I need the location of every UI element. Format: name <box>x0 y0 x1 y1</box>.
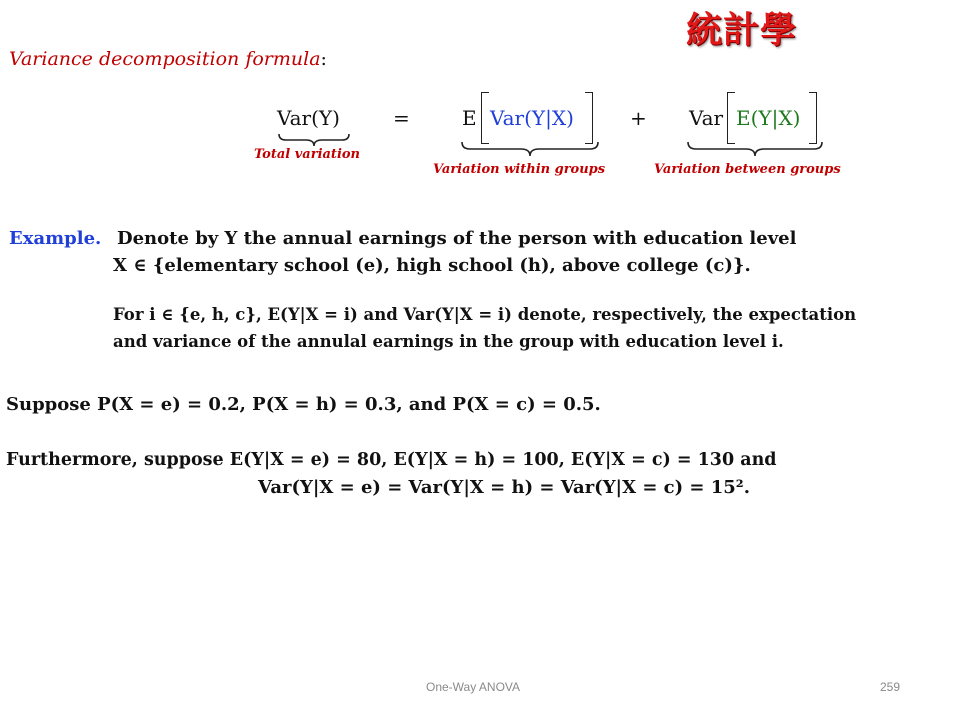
left-bracket-2 <box>727 92 735 144</box>
example-line-1: Denote by Y the annual earnings of the person with education level <box>117 228 797 249</box>
underbrace-within <box>461 141 599 157</box>
chinese-title: 統計學 <box>686 10 798 51</box>
formula-term1-operator: E <box>462 106 477 130</box>
label-within-groups: Variation within groups <box>433 162 606 177</box>
formula-lhs: Var(Y) <box>277 106 340 130</box>
example-label: Example. <box>9 228 102 249</box>
formula-heading <box>9 48 327 70</box>
example-line-3: For i ∈ {e, h, c}, E(Y|X = i) and Var(Y|X = i) denote, respectively, the expectation <box>113 305 857 324</box>
example-line-2: X ∈ {elementary school (e), high school (h), above college (c)}. <box>113 255 751 276</box>
formula-heading-text: Variance decomposition formula <box>9 48 321 70</box>
left-bracket-1 <box>481 92 489 144</box>
label-between-groups: Variation between groups <box>654 162 841 177</box>
underbrace-total <box>278 133 350 147</box>
furthermore-line-1: Furthermore, suppose E(Y|X = e) = 80, E(Y|X = h) = 100, E(Y|X = c) = 130 and <box>6 450 777 470</box>
footer-title: One-Way ANOVA <box>426 680 521 694</box>
furthermore-line-2: Var(Y|X = e) = Var(Y|X = h) = Var(Y|X = c) = 15². <box>258 477 750 498</box>
suppose-line: Suppose P(X = e) = 0.2, P(X = h) = 0.3, and P(X = c) = 0.5. <box>6 394 601 415</box>
example-line-4: and variance of the annulal earnings in the group with education level i. <box>113 332 784 351</box>
formula-equals: = <box>393 106 410 130</box>
formula-term2-inner: E(Y|X) <box>736 106 801 130</box>
formula-term1-inner: Var(Y|X) <box>490 106 574 130</box>
right-bracket-2 <box>809 92 817 144</box>
page-number: 259 <box>880 680 901 694</box>
right-bracket-1 <box>585 92 593 144</box>
label-total-variation: Total variation <box>254 147 360 162</box>
formula-term2-operator: Var <box>689 106 724 130</box>
formula-plus: + <box>630 106 647 130</box>
underbrace-between <box>687 141 823 157</box>
formula-heading-colon: : <box>320 48 327 70</box>
